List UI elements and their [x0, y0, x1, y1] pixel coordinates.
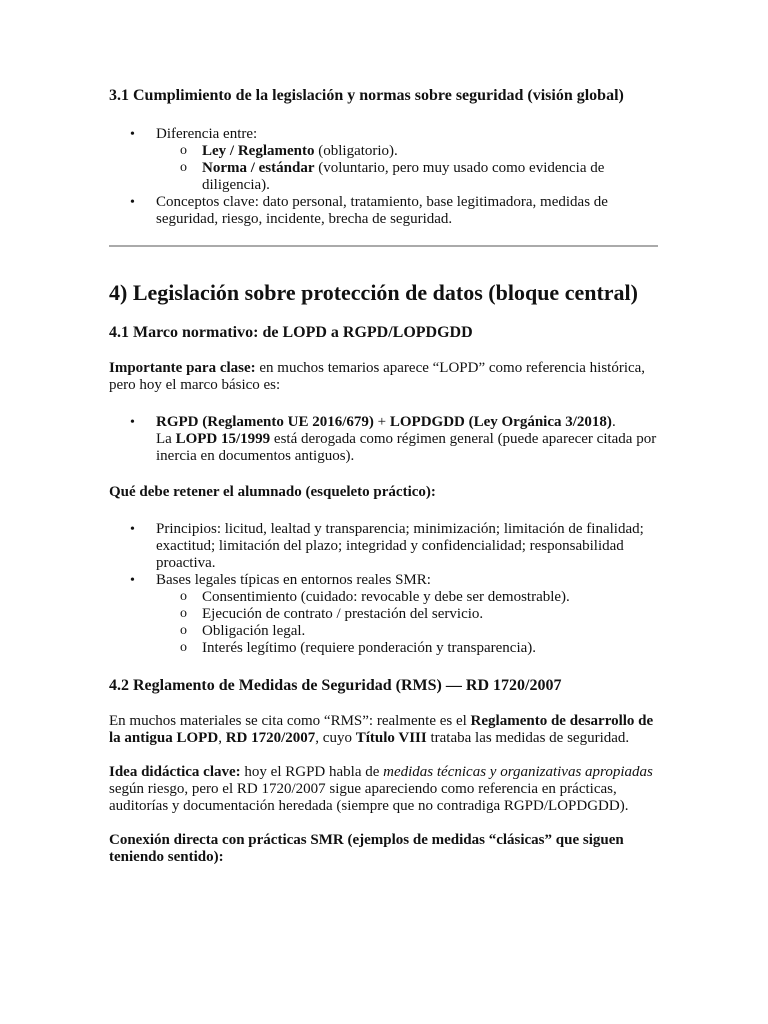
rms-bold-d: RD 1720/2007 — [225, 730, 316, 746]
section-4-1-heading: 4.1 Marco normativo: de LOPD a RGPD/LOPDGDD — [109, 324, 473, 341]
importante-text: en muchos temarios aparece “LOPD” como referencia histórica, pero hoy el marco básico es: — [109, 360, 646, 393]
list-item — [109, 126, 659, 194]
conceptos-text: Conceptos clave: dato personal, tratamiento, base legitimadora, medidas de seguridad, riesgo, incidente, brecha de seguridad. — [156, 194, 608, 227]
importante-bold: Importante para clase: — [109, 360, 256, 376]
list-item — [109, 572, 659, 657]
norma-text: (voluntario, pero muy usado como evidencia de diligencia). — [202, 160, 605, 193]
list-item: o Ejecución de contrato / prestación del servicio. — [155, 606, 659, 623]
conexion-bold: Conexión directa con prácticas SMR (ejemplos de medidas “clásicas” que siguen teniendo sentido): — [109, 832, 624, 865]
importante-paragraph — [109, 360, 659, 394]
list-item: o Interés legítimo (requiere ponderación y transparencia). — [155, 640, 659, 657]
retener-bold: Qué debe retener el alumnado (esqueleto práctico): — [109, 484, 436, 500]
la-text: La — [156, 431, 176, 447]
principios-list — [109, 521, 659, 657]
document-page — [109, 0, 659, 866]
rms-bold-f: Título VIII — [355, 730, 427, 746]
retener-paragraph — [109, 484, 659, 501]
idea-paragraph — [109, 764, 659, 815]
list-item — [155, 143, 659, 160]
idea-text-d: según riesgo, pero el RD 1720/2007 sigue apareciendo como referencia en prácticas, auditorías y documentación heredada (siempre que no contradiga RGPD/LOPDGDD). — [109, 781, 629, 814]
list-item: o Consentimiento (cuidado: revocable y debe ser demostrable). — [155, 589, 659, 606]
ley-text: (obligatorio). — [314, 143, 398, 159]
bases-sublist — [155, 589, 659, 657]
diferencia-sublist — [155, 143, 659, 194]
rms-text-g: trataba las medidas de seguridad. — [426, 730, 630, 746]
lopd-text: está derogada como régimen general (puede aparecer citada por inercia en documentos antiguos). — [156, 431, 657, 464]
section-3-1-heading: 3.1 Cumplimiento de la legislación y normas sobre seguridad (visión global) — [109, 87, 624, 104]
principios-text: Principios: licitud, lealtad y transparencia; minimización; limitación de finalidad; exactitud; limitación del plazo; integridad y confidencialidad; responsabilidad proactiva. — [156, 521, 644, 571]
rgpd-bold: RGPD (Reglamento UE 2016/679) — [156, 414, 374, 430]
list-item — [155, 160, 659, 194]
section-3-1-list — [109, 126, 659, 228]
lopd-bold: LOPD 15/1999 — [175, 431, 271, 447]
norma-bold: Norma / estándar — [202, 160, 315, 176]
section-4-heading: 4) Legislación sobre protección de datos (bloque central) — [109, 280, 638, 305]
idea-text-b: hoy el RGPD habla de — [240, 764, 384, 780]
rms-text-c: , — [218, 730, 226, 746]
rms-text-e: , cuyo — [315, 730, 356, 746]
rms-text-a: En muchos materiales se cita como “RMS”: realmente es el — [109, 713, 471, 729]
section-divider — [109, 245, 658, 247]
idea-italic: medidas técnicas y organizativas apropiadas — [383, 764, 653, 780]
rgpd-list — [109, 414, 659, 465]
rms-paragraph — [109, 713, 659, 747]
rms-bold-b: Reglamento de desarrollo de la antigua LOPD — [109, 713, 654, 746]
section-4-2-heading: 4.2 Reglamento de Medidas de Seguridad (RMS) — RD 1720/2007 — [109, 677, 562, 694]
list-item — [109, 521, 659, 572]
lopdgdd-bold: LOPDGDD (Ley Orgánica 3/2018) — [389, 414, 612, 430]
idea-bold: Idea didáctica clave: — [109, 764, 241, 780]
conexion-paragraph — [109, 832, 659, 866]
list-item: o Obligación legal. — [155, 623, 659, 640]
bases-text: Bases legales típicas en entornos reales SMR: — [156, 572, 431, 588]
plus-text: + — [373, 414, 390, 430]
diferencia-text: Diferencia entre: — [156, 126, 258, 142]
list-item — [109, 414, 659, 465]
list-item — [109, 194, 659, 228]
ley-bold: Ley / Reglamento — [202, 143, 315, 159]
period-text: . — [611, 414, 616, 430]
